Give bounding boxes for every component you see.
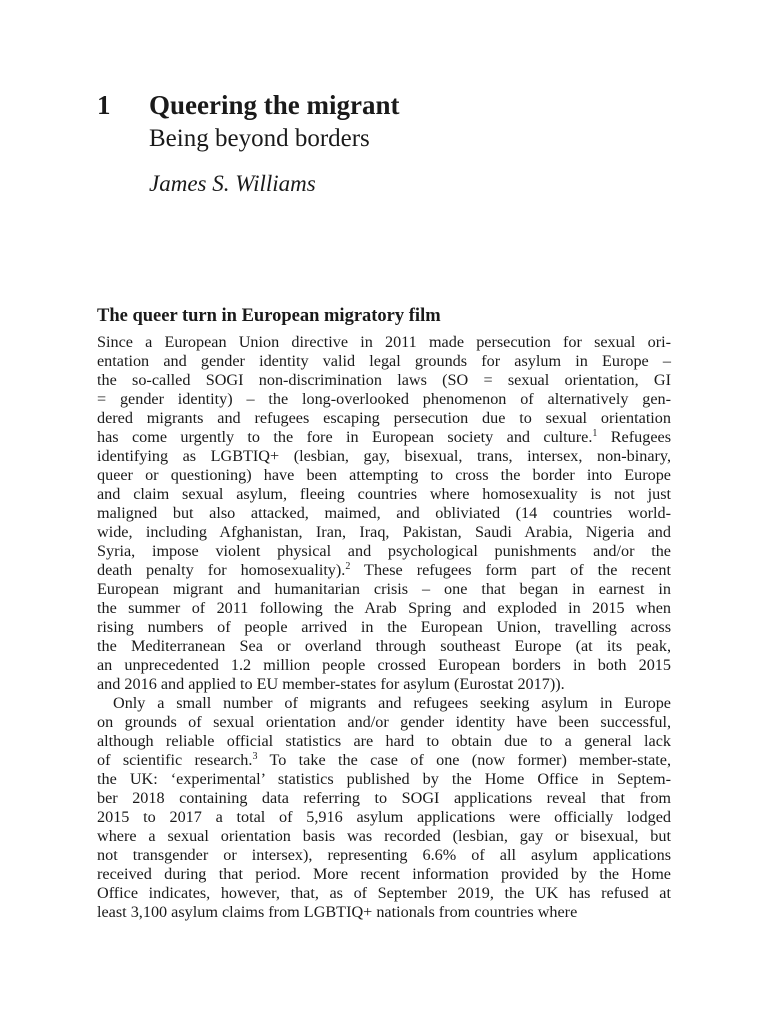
text-line (97, 523, 671, 542)
text-run: and 2016 and applied to EU member-states for asylum (Eurostat 2017)). (97, 675, 565, 693)
text-run: dered migrants and refugees escaping persecution due to sexual orientation (97, 409, 671, 427)
text-line (97, 656, 671, 675)
text-line (97, 827, 671, 846)
text-line (97, 352, 671, 371)
text-run: on grounds of sexual orientation and/or gender identity have been successful, (97, 713, 671, 731)
text-run: To take the case of one (now former) member-state, (257, 751, 671, 769)
text-run: Office indicates, however, that, as of September 2019, the UK has refused at (97, 884, 671, 902)
text-line (97, 694, 671, 713)
text-line (97, 865, 671, 884)
text-line (97, 846, 671, 865)
text-run: queer or questioning) have been attempting to cross the border into Europe (97, 466, 671, 484)
text-line (97, 485, 671, 504)
text-run: wide, including Afghanistan, Iran, Iraq, Pakistan, Saudi Arabia, Nigeria and (97, 523, 671, 541)
text-run: maligned but also attacked, maimed, and obliviated (14 countries world- (97, 504, 671, 522)
chapter-header (97, 90, 677, 197)
text-run: the Mediterranean Sea or overland through southeast Europe (at its peak, (97, 637, 671, 655)
text-line (97, 789, 671, 808)
text-run: death penalty for homosexuality). (97, 561, 346, 579)
section-heading: The queer turn in European migratory film (97, 306, 441, 326)
text-line (97, 333, 671, 352)
text-line (97, 637, 671, 656)
text-line (97, 770, 671, 789)
text-run: Refugees (597, 428, 671, 446)
text-run: ber 2018 containing data referring to SOGI applications reveal that from (97, 789, 671, 807)
text-run: least 3,100 asylum claims from LGBTIQ+ nationals from countries where (97, 903, 578, 921)
text-run: has come urgently to the fore in European society and culture. (97, 428, 593, 446)
chapter-title-row (97, 90, 677, 121)
text-line (97, 428, 671, 447)
text-line (97, 504, 671, 523)
body-text (97, 333, 671, 922)
chapter-number: 1 (97, 90, 111, 120)
text-run: the so-called SOGI non-discrimination laws (SO = sexual orientation, GI (97, 371, 671, 389)
text-run: Only a small number of migrants and refugees seeking asylum in Europe (113, 694, 671, 712)
text-line (97, 390, 671, 409)
text-run: received during that period. More recent information provided by the Home (97, 865, 671, 883)
text-run: Since a European Union directive in 2011 made persecution for sexual ori- (97, 333, 671, 351)
text-run: Syria, impose violent physical and psychological punishments and/or the (97, 542, 671, 560)
text-run: the UK: ‘experimental’ statistics published by the Home Office in Septem- (97, 770, 671, 788)
text-line (97, 580, 671, 599)
chapter-author: James S. Williams (149, 171, 316, 196)
text-line (97, 732, 671, 751)
text-line (97, 751, 671, 770)
text-run: not transgender or intersex), representing 6.6% of all asylum applications (97, 846, 671, 864)
chapter-subtitle: Being beyond borders (149, 125, 370, 152)
text-line (97, 675, 671, 694)
text-line (97, 542, 671, 561)
text-line (97, 618, 671, 637)
text-line (97, 447, 671, 466)
text-line (97, 371, 671, 390)
text-run: rising numbers of people arrived in the European Union, travelling across (97, 618, 671, 636)
text-run: These refugees form part of the recent (350, 561, 671, 579)
text-run: identifying as LGBTIQ+ (lesbian, gay, bisexual, trans, intersex, non-binary, (97, 447, 671, 465)
text-line (97, 599, 671, 618)
text-line (97, 409, 671, 428)
text-run: an unprecedented 1.2 million people crossed European borders in both 2015 (97, 656, 671, 674)
footnote-ref: 3 (252, 751, 258, 762)
footnote-ref: 2 (345, 561, 351, 572)
text-run: and claim sexual asylum, fleeing countries where homosexuality is not just (97, 485, 671, 503)
text-line (97, 903, 671, 922)
text-run: European migrant and humanitarian crisis – one that began in earnest in (97, 580, 671, 598)
text-run: where a sexual orientation basis was recorded (lesbian, gay or bisexual, but (97, 827, 671, 845)
footnote-ref: 1 (592, 428, 598, 439)
text-run: 2015 to 2017 a total of 5,916 asylum applications were officially lodged (97, 808, 671, 826)
text-line (97, 466, 671, 485)
text-run: = gender identity) – the long-overlooked phenomenon of alternatively gen- (97, 390, 671, 408)
text-line (97, 561, 671, 580)
text-line (97, 884, 671, 903)
text-line (97, 713, 671, 732)
text-line (97, 808, 671, 827)
chapter-title: Queering the migrant (149, 90, 400, 120)
text-run: although reliable official statistics are hard to obtain due to a general lack (97, 732, 671, 750)
text-run: entation and gender identity valid legal grounds for asylum in Europe – (97, 352, 671, 370)
text-run: the summer of 2011 following the Arab Spring and exploded in 2015 when (97, 599, 671, 617)
text-run: of scientific research. (97, 751, 253, 769)
